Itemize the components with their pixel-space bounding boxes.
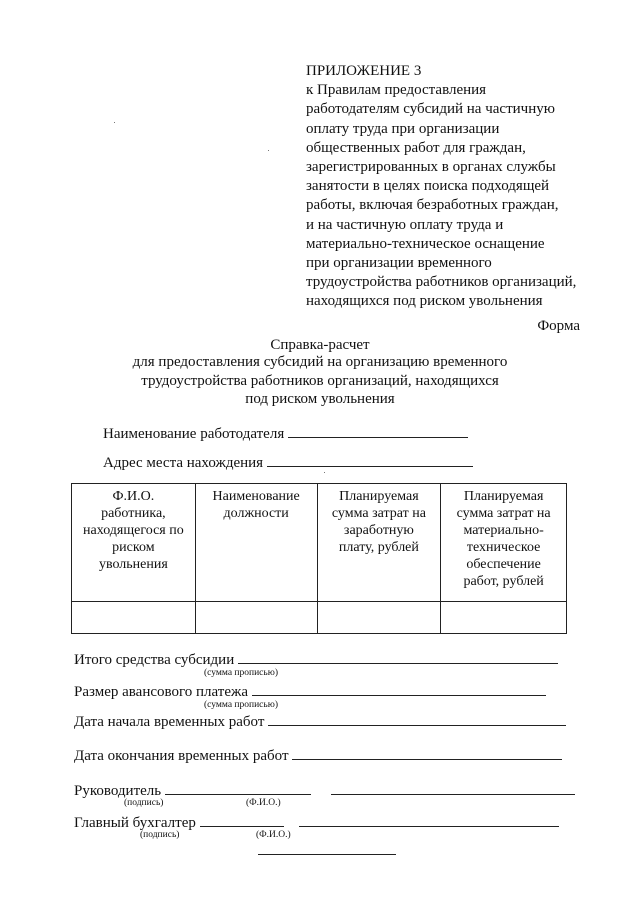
header-salary-cost bbox=[317, 484, 441, 602]
header-text: находящегося по bbox=[83, 523, 184, 538]
accountant-signature-line[interactable] bbox=[200, 812, 284, 827]
table-cell[interactable] bbox=[441, 602, 567, 634]
amount-in-words-hint: (сумма прописью) bbox=[204, 700, 278, 710]
end-date-field bbox=[74, 745, 562, 765]
head-signature-line[interactable] bbox=[165, 780, 311, 795]
total-subsidy-line[interactable] bbox=[238, 649, 558, 664]
annex-line: к Правилам предоставления bbox=[306, 82, 487, 99]
advance-payment-field bbox=[74, 681, 546, 701]
scan-speck bbox=[114, 122, 115, 123]
annex-line: материально-техническое оснащение bbox=[306, 235, 545, 252]
subtitle-line: для предоставления субсидий на организацию временного bbox=[132, 354, 508, 370]
employer-name-label: Наименование работодателя bbox=[103, 426, 285, 442]
header-equipment-cost bbox=[441, 484, 567, 602]
table-cell[interactable] bbox=[195, 602, 317, 634]
form-label: Форма bbox=[537, 318, 580, 334]
annex-line: занятости в целях поиска подходящей bbox=[306, 178, 550, 195]
header-text: обеспечение bbox=[466, 557, 541, 572]
subtitle-line: трудоустройства работников организаций, находящихся bbox=[141, 372, 499, 389]
document-subtitle bbox=[110, 353, 530, 409]
signature-hint: (подпись) bbox=[140, 830, 180, 840]
annex-line: зарегистрированных в органах службы bbox=[306, 159, 556, 176]
address-label: Адрес места нахождения bbox=[103, 455, 264, 471]
employer-name-line[interactable] bbox=[288, 423, 468, 438]
table-cell[interactable] bbox=[72, 602, 196, 634]
start-date-line[interactable] bbox=[268, 711, 566, 726]
address-field bbox=[103, 452, 473, 472]
subtitle-line: под риском увольнения bbox=[245, 391, 395, 407]
total-subsidy-field bbox=[74, 649, 558, 669]
head-field bbox=[74, 780, 575, 800]
annex-title: ПРИЛОЖЕНИЕ 3 bbox=[306, 63, 422, 79]
accountant-name-line[interactable] bbox=[299, 812, 559, 827]
calculation-table bbox=[71, 483, 567, 634]
header-text: Планируемая bbox=[463, 489, 544, 504]
accountant-field bbox=[74, 812, 559, 832]
annex-line: общественных работ для граждан, bbox=[306, 139, 526, 156]
header-position bbox=[195, 484, 317, 602]
annex-line: работы, включая безработных граждан, bbox=[306, 197, 559, 214]
header-text: плату, рублей bbox=[338, 540, 419, 555]
extra-blank-line[interactable] bbox=[258, 840, 396, 855]
advance-payment-line[interactable] bbox=[252, 681, 546, 696]
table-row bbox=[72, 602, 567, 634]
header-text: Планируемая bbox=[339, 489, 419, 504]
scan-speck bbox=[324, 472, 325, 473]
header-text: Ф.И.О. bbox=[112, 489, 155, 504]
header-text: заработную bbox=[343, 523, 414, 538]
start-date-label: Дата начала временных работ bbox=[74, 714, 265, 730]
header-text: материально- bbox=[463, 523, 544, 538]
end-date-label: Дата окончания временных работ bbox=[74, 748, 289, 764]
table-cell[interactable] bbox=[317, 602, 441, 634]
name-hint: (Ф.И.О.) bbox=[246, 798, 281, 808]
head-label: Руководитель bbox=[74, 783, 162, 799]
table-header-row bbox=[72, 484, 567, 602]
advance-payment-label: Размер авансового платежа bbox=[74, 684, 249, 700]
header-text: Наименование bbox=[212, 489, 300, 504]
header-text: техническое bbox=[466, 540, 541, 555]
annex-line: при организации временного bbox=[306, 255, 492, 272]
accountant-label: Главный бухгалтер bbox=[74, 815, 196, 831]
employer-name-field bbox=[103, 423, 468, 443]
document-title: Справка-расчет bbox=[270, 337, 370, 353]
header-fio bbox=[72, 484, 196, 602]
scan-speck bbox=[268, 150, 269, 151]
annex-line: и на частичную оплату труда и bbox=[306, 216, 504, 233]
start-date-field bbox=[74, 711, 566, 731]
extra-line-field bbox=[258, 840, 396, 860]
name-hint: (Ф.И.О.) bbox=[256, 830, 291, 840]
amount-in-words-hint: (сумма прописью) bbox=[204, 668, 278, 678]
header-text: увольнения bbox=[98, 557, 168, 572]
head-name-line[interactable] bbox=[331, 780, 575, 795]
header-text: работ, рублей bbox=[463, 574, 544, 589]
header-text: риском bbox=[112, 540, 155, 555]
total-subsidy-label: Итого средства субсидии bbox=[74, 652, 235, 668]
header-text: сумма затрат на bbox=[456, 506, 551, 521]
annex-line: работодателям субсидий на частичную bbox=[306, 101, 555, 118]
annex-line: находящихся под риском увольнения bbox=[306, 293, 543, 310]
header-text: должности bbox=[223, 506, 289, 521]
annex-block bbox=[306, 62, 606, 312]
address-line[interactable] bbox=[267, 452, 473, 467]
annex-line: трудоустройства работников организаций, bbox=[306, 274, 577, 291]
signature-hint: (подпись) bbox=[124, 798, 164, 808]
header-text: сумма затрат на bbox=[331, 506, 426, 521]
annex-line: оплату труда при организации bbox=[306, 120, 500, 137]
header-text: работника, bbox=[101, 506, 166, 521]
end-date-line[interactable] bbox=[292, 745, 562, 760]
